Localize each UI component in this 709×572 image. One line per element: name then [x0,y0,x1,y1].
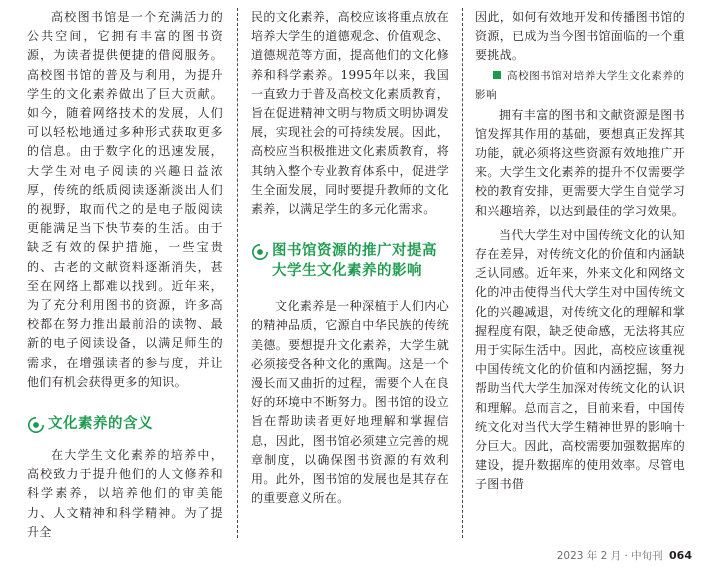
paragraph: 高校图书馆是一个充满活力的公共空间，它拥有丰富的图书资源，为读者提供便捷的借阅服务。高校图书馆的普及与利用，为提升学生的文化素养做出了巨大贡献。如今，随着网络技术的发展，人们可以轻松地通过多种形式获取更多的信息。由于数字化的迅速发展，大学生对电子阅读的兴趣日益浓厚，传统的纸质阅读逐渐淡出人们的视野，取而代之的是电子版阅读更能满足当下快节奏的生活。由于缺乏有效的保护措施，一些宝贵的、古老的文献资料逐渐消失，甚至在网络上都难以找到。近年来，为了充分利用图书的资源，许多高校都在努力推出最前沿的读物、最新的电子阅读设备，以满足师生的需求，在增强读者的参与度，并让他们有机会获得更多的知识。 [27,10,223,389]
column-2 [251,8,449,508]
column-divider-left [237,8,238,538]
column-divider-right [462,8,463,538]
section-heading [251,241,449,281]
column-1 [27,8,223,542]
paragraph: 当代大学生对中国传统文化的认知存在差异，对传统文化的价值和内涵缺乏认同感。近年来，外来文化和网络文化的冲击使得当代大学生对中国传统文化的兴趣减退，对传统文化的理解和掌握程度有限，缺乏使命感，无法将其应用于实际生活中。因此，高校应该重视中国传统文化的价值和内涵挖掘，努力帮助当代大学生加深对传统文化的认识和理解。总而言之，目前来看，中国传统文化对当代大学生精神世界的影响十分巨大。因此，高校需要加强数据库的建设，提升数据库的使用效率。尽管电子图书借 [475,227,685,492]
page-number: 064 [669,549,692,562]
paragraph: 民的文化素养，高校应该将重点放在培养大学生的道德观念、价值观念、道德规范等方面，提高他们的文化修养和科学素养。1995年以来，我国一直致力于普及高校文化素质教育，旨在促进精神文明与物质文明协调发展，实现社会的可持续发展。因此，高校应当积极推进文化素质教育，将其纳入整个专业教育体系中，促进学生全面发展，同时要提升教师的文化素养，以满足学生的多元化需求。 [251,10,449,217]
page-footer [510,548,692,563]
green-square-icon [493,71,501,79]
subsection-heading [475,67,685,106]
paragraph: 拥有丰富的图书和文献资源是图书馆发挥其作用的基础，要想真正发挥其功能，就必须将这些资源有效地推广开来。大学生文化素养的提升不仅需要学校的教育安排，更需要大学生自觉学习和兴趣培养，以达到最佳的学习效果。 [475,107,685,218]
paragraph: 文化素养是一种深植于人们内心的精神品质，它源自中华民族的传统美德。要想提升文化素养，大学生就必须接受各种文化的熏陶。这是一个漫长而又曲折的过程，需要个人在良好的环境中不断努力。图书馆的设立旨在帮助读者更好地理解和掌握信息，因此，图书馆必须建立完善的规章制度，以确保图书资源的有效利用。此外，图书馆的发展也是其存在的重要意义所在。 [251,299,449,506]
section-heading-text: 文化素养的含义 [48,416,153,433]
journal-issue: 2023 年 2 月 · 中旬刊 [556,550,663,562]
section-heading-text: 图书馆资源的推广对提高大学生文化素养的影响 [272,243,437,280]
section-bullet-icon [251,243,269,261]
subsection-heading-text: 高校图书馆对培养大学生文化素养的影响 [475,69,685,102]
paragraph: 因此，如何有效地开发和传播图书馆的资源，已成为当今图书馆面临的一个重要挑战。 [475,10,685,63]
section-bullet-icon [27,416,45,434]
paragraph: 在大学生文化素养的培养中，高校致力于提升他们的人文修养和科学素养，以培养他们的审美能力、人文精神和科学精神。为了提升全 [27,448,223,539]
section-heading [27,414,223,434]
column-3 [475,8,685,495]
